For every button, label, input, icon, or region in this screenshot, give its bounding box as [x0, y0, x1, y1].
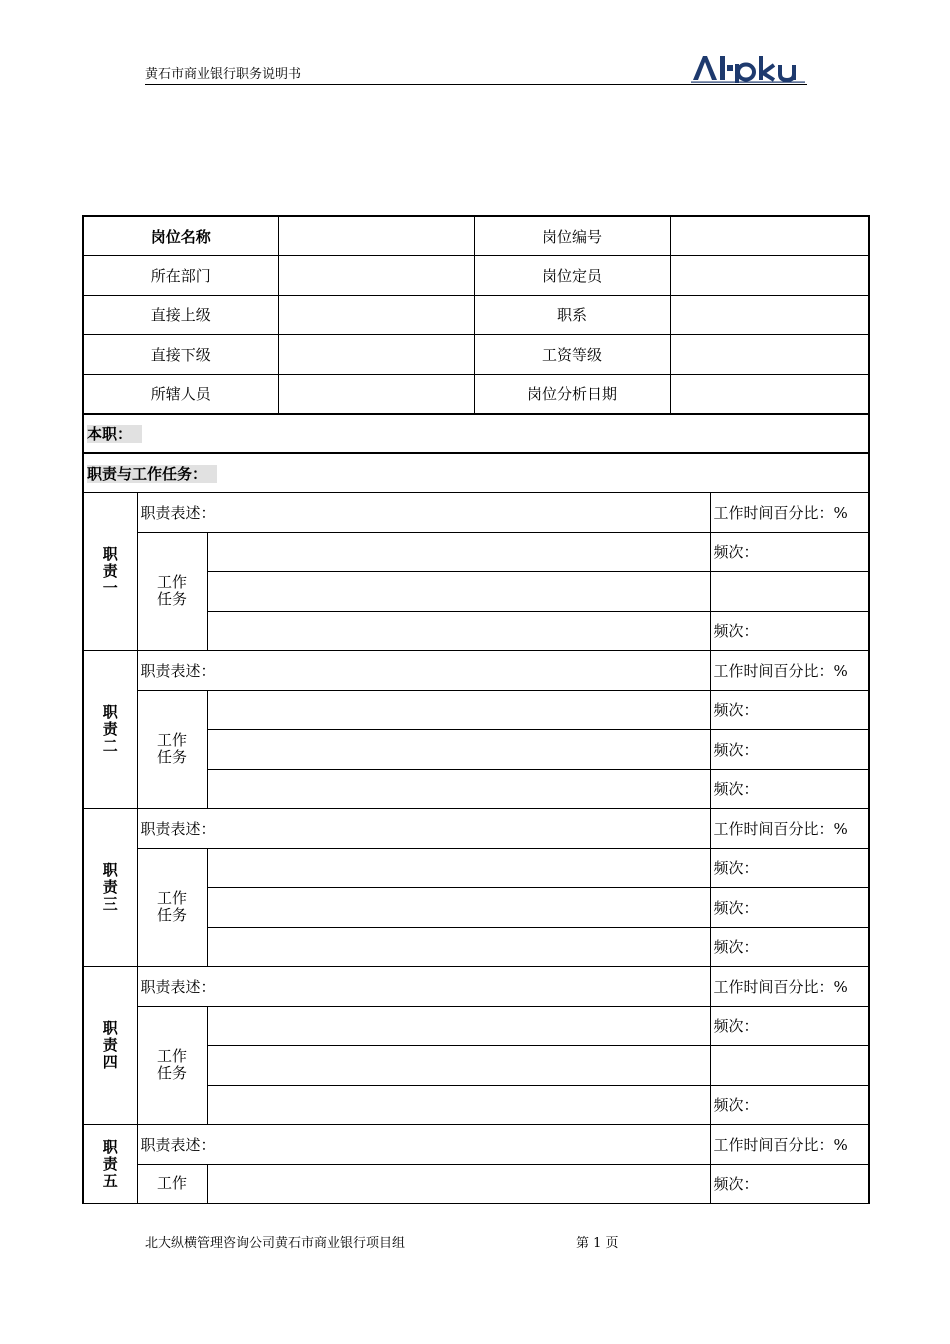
task-row: [83, 690, 869, 730]
task-label: 工作 任务: [137, 1006, 207, 1125]
duty-desc-cell[interactable]: 职责表述：: [137, 651, 710, 691]
frequency-cell[interactable]: 频次：: [710, 848, 869, 888]
frequency-cell[interactable]: 频次：: [710, 1006, 869, 1046]
task-cell[interactable]: [207, 1046, 710, 1086]
task-row: [83, 848, 869, 888]
info-value-cell[interactable]: [278, 374, 474, 414]
info-label: 岗位分析日期: [474, 374, 670, 414]
info-row: [83, 374, 869, 414]
info-value-cell[interactable]: [670, 295, 869, 335]
work-time-percent[interactable]: 工作时间百分比：%: [710, 1125, 869, 1165]
info-value-cell[interactable]: [278, 295, 474, 335]
duties-title: 职责与工作任务：: [87, 465, 217, 483]
duty-desc-row: [83, 493, 869, 533]
duty-5-label: 职 责 五: [83, 1125, 137, 1204]
document-header: [145, 52, 807, 85]
info-label: 岗位名称: [83, 216, 278, 256]
duty-desc-cell[interactable]: 职责表述：: [137, 809, 710, 849]
frequency-cell[interactable]: 频次：: [710, 1164, 869, 1204]
info-value-cell[interactable]: [670, 374, 869, 414]
info-value-cell[interactable]: [670, 256, 869, 296]
task-label: 工作 任务: [137, 532, 207, 651]
work-time-percent[interactable]: 工作时间百分比：%: [710, 967, 869, 1007]
task-cell[interactable]: [207, 572, 710, 612]
info-value-cell[interactable]: [278, 216, 474, 256]
benzhi-row: [83, 414, 869, 454]
info-row: [83, 216, 869, 256]
info-value-cell[interactable]: [670, 335, 869, 375]
info-row: [83, 295, 869, 335]
frequency-cell[interactable]: 频次：: [710, 888, 869, 928]
task-cell[interactable]: [207, 888, 710, 928]
duties-title-row: [83, 453, 869, 493]
info-label: 直接下级: [83, 335, 278, 375]
frequency-cell[interactable]: 频次：: [710, 1085, 869, 1125]
info-label: 工资等级: [474, 335, 670, 375]
duty-desc-cell[interactable]: 职责表述：: [137, 493, 710, 533]
task-row: [83, 1006, 869, 1046]
info-label: 职系: [474, 295, 670, 335]
frequency-cell[interactable]: [710, 572, 869, 612]
work-time-percent[interactable]: 工作时间百分比：%: [710, 651, 869, 691]
task-label: 工作 任务: [137, 690, 207, 809]
alpku-logo: [691, 53, 805, 83]
info-row: [83, 256, 869, 296]
task-cell[interactable]: [207, 690, 710, 730]
footer-company: 北大纵横管理咨询公司黄石市商业银行项目组: [145, 1236, 406, 1251]
duties-title-cell: [83, 453, 869, 493]
info-value-cell[interactable]: [278, 335, 474, 375]
task-cell[interactable]: [207, 927, 710, 967]
duty-desc-row: [83, 651, 869, 691]
task-cell[interactable]: [207, 730, 710, 770]
benzhi-label: 本职：: [87, 425, 142, 443]
task-cell[interactable]: [207, 769, 710, 809]
info-label: 所在部门: [83, 256, 278, 296]
duty-1-label: 职 责 一: [83, 493, 137, 651]
work-time-percent[interactable]: 工作时间百分比：%: [710, 493, 869, 533]
task-cell[interactable]: [207, 1085, 710, 1125]
info-label: 直接上级: [83, 295, 278, 335]
task-cell[interactable]: [207, 532, 710, 572]
task-label: 工作: [137, 1164, 207, 1204]
frequency-cell[interactable]: 频次：: [710, 611, 869, 651]
duty-desc-row: [83, 967, 869, 1007]
frequency-cell[interactable]: 频次：: [710, 532, 869, 572]
duty-2-label: 职 责 二: [83, 651, 137, 809]
duty-3-label: 职 责 三: [83, 809, 137, 967]
frequency-cell[interactable]: [710, 1046, 869, 1086]
duty-desc-cell[interactable]: 职责表述：: [137, 1125, 710, 1165]
frequency-cell[interactable]: 频次：: [710, 730, 869, 770]
task-cell[interactable]: [207, 848, 710, 888]
info-row: [83, 335, 869, 375]
document-title: 黄石市商业银行职务说明书: [145, 67, 302, 82]
footer-page-number: 第 1 页: [576, 1236, 619, 1251]
work-time-percent[interactable]: 工作时间百分比：%: [710, 809, 869, 849]
task-row: [83, 532, 869, 572]
task-row: [83, 1164, 869, 1204]
frequency-cell[interactable]: 频次：: [710, 769, 869, 809]
task-cell[interactable]: [207, 1006, 710, 1046]
info-value-cell[interactable]: [670, 216, 869, 256]
info-label: 所辖人员: [83, 374, 278, 414]
frequency-cell[interactable]: 频次：: [710, 690, 869, 730]
task-cell[interactable]: [207, 1164, 710, 1204]
benzhi-cell[interactable]: [83, 414, 869, 454]
info-label: 岗位定员: [474, 256, 670, 296]
duty-4-label: 职 责 四: [83, 967, 137, 1125]
task-cell[interactable]: [207, 611, 710, 651]
duty-desc-row: [83, 1125, 869, 1165]
info-label: 岗位编号: [474, 216, 670, 256]
frequency-cell[interactable]: 频次：: [710, 927, 869, 967]
duty-desc-cell[interactable]: 职责表述：: [137, 967, 710, 1007]
job-description-form: [82, 215, 870, 1204]
duty-desc-row: [83, 809, 869, 849]
info-value-cell[interactable]: [278, 256, 474, 296]
task-label: 工作 任务: [137, 848, 207, 967]
